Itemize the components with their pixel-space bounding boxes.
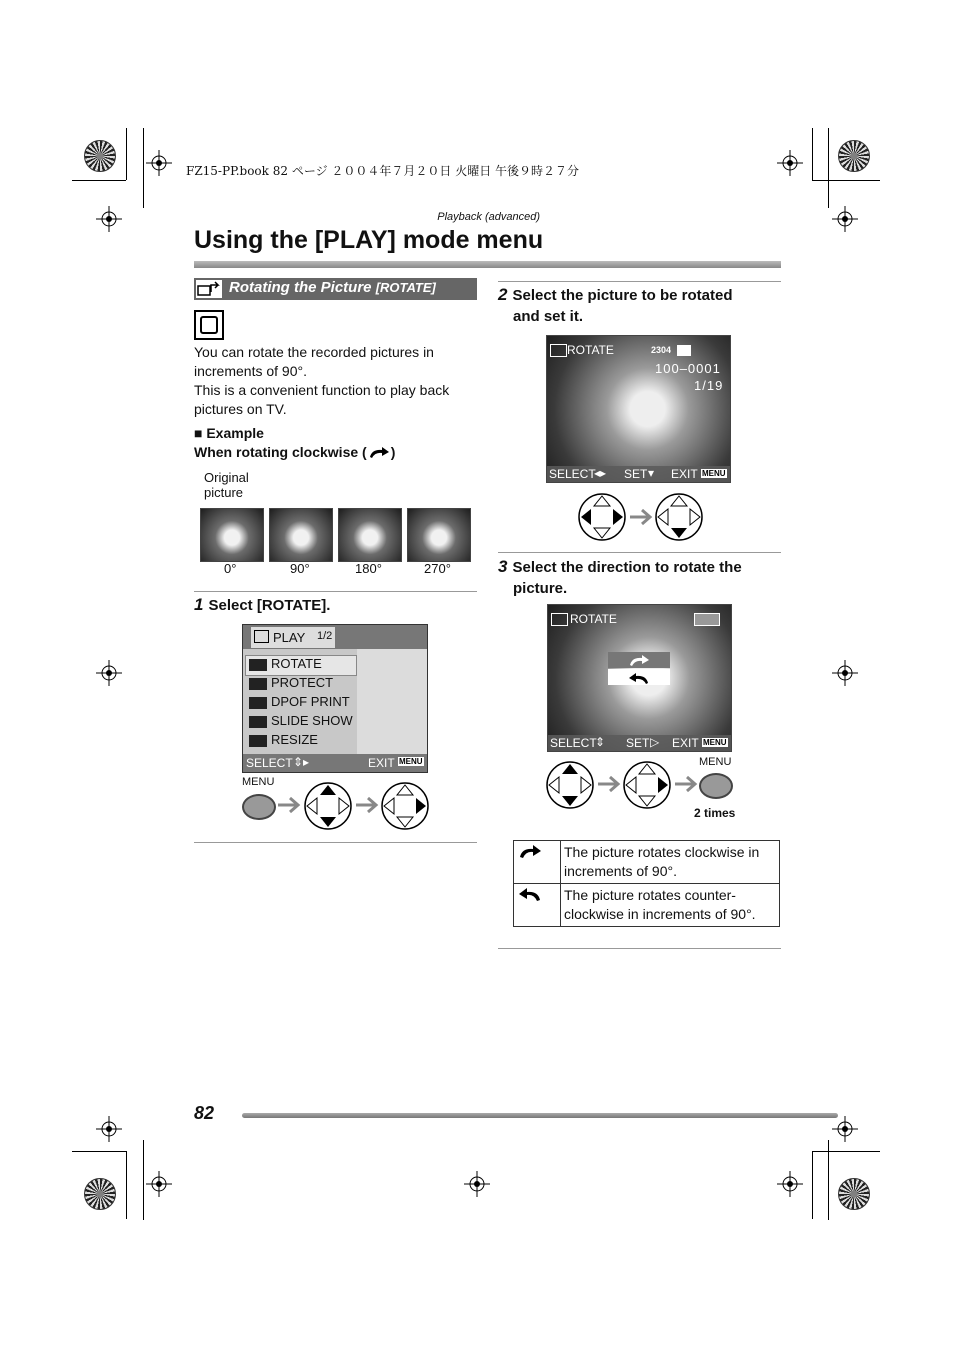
rotate-icon [550,344,567,357]
cursor-pad-icon [654,492,704,542]
arrow-right-icon [596,774,622,794]
menu-item-rotate[interactable]: ROTATE [271,656,322,671]
menu-button[interactable] [242,794,276,820]
crop-mark [812,1151,880,1152]
cursor-pad-icon [303,781,353,831]
degree-label: 90° [290,561,310,576]
battery-icon [694,613,720,626]
arrow-right-icon [276,795,302,815]
thumbnail-90deg [269,508,333,562]
arrow-right-icon [354,795,380,815]
option-rotate-clockwise[interactable] [608,652,670,668]
registration-wheel-icon [84,1178,116,1210]
rotate-icon [551,613,568,626]
crosshair-icon [777,1171,803,1197]
crosshair-icon [832,1116,858,1142]
menu-item-slide-show[interactable]: SLIDE SHOW [271,713,353,728]
footer-bar [242,1113,838,1118]
intro-text: You can rotate the recorded pictures in increments of 90°. This is a convenient function to play back pictures on TV. [194,344,450,417]
registration-wheel-icon [838,140,870,172]
registration-wheel-icon [84,140,116,172]
crosshair-icon [96,206,122,232]
crosshair-icon [96,1116,122,1142]
subheading-title: Rotating the Picture [ROTATE] [229,279,436,296]
divider [498,948,781,949]
table-row [514,841,780,884]
table-row [514,884,780,927]
arrow-right-icon [673,774,699,794]
crop-mark [143,1140,144,1220]
crop-mark [126,128,127,180]
crop-mark [143,128,144,208]
page-title: Using the [PLAY] mode menu [194,226,544,254]
crosshair-icon [96,660,122,686]
step-1: 1 Select [ROTATE]. [194,595,331,614]
crosshair-icon [832,660,858,686]
rotate-clockwise-icon [517,843,543,859]
crosshair-icon [464,1171,490,1197]
play-icon [254,630,269,643]
resize-icon [249,735,267,747]
crosshair-icon [146,1171,172,1197]
divider [194,591,477,592]
cursor-pad-icon [577,492,627,542]
dpof-print-icon [249,697,267,709]
playback-mode-icon [194,310,224,340]
quality-icon [677,345,691,356]
slide-show-icon [249,716,267,728]
print-info: FZ15-PP.book 82 ページ ２００４年７月２０日 火曜日 午後９時２７分 [186,164,580,178]
degree-label: 180° [355,561,382,576]
example-caption: When rotating clockwise ( ) [194,444,396,460]
crop-mark [828,128,829,208]
crop-mark [812,180,880,181]
press-count-label: 2 times [694,806,736,820]
example-label: ■ Example [194,425,264,441]
rotate-clockwise-icon [367,445,391,459]
camera-screen-select: ROTATE 2304 100–0001 1/19 SELECT ◂▸ SET ▾ EXIT MENU [546,335,731,483]
rotation-table [513,840,780,927]
crosshair-icon [777,150,803,176]
menu-button-label: MENU [699,756,732,768]
crop-mark [828,1140,829,1220]
table-cell: The picture rotates counter-clockwise in increments of 90°. [561,884,780,927]
crop-mark [812,128,813,180]
rotate-icon [249,659,267,671]
table-cell: The picture rotates clockwise in increments of 90°. [561,841,780,884]
menu-item-resize[interactable]: RESIZE [271,732,318,747]
key-icon [249,678,267,690]
arrow-right-icon [628,507,654,527]
rotate-menu-icon [196,280,222,298]
registration-wheel-icon [838,1178,870,1210]
section-label: Playback (advanced) [437,211,540,223]
degree-label: 0° [224,561,237,576]
menu-hint-bar: SELECT ⇕▸ EXIT MENU [243,754,427,772]
play-menu-screen [242,624,428,773]
menu-button-label: MENU [242,776,275,788]
menu-page: 1/2 [317,630,333,642]
camera-screen-direction: ROTATE SELECT ⇕ SET ▷ EXIT MENU [547,604,732,752]
crop-mark [72,1151,126,1152]
cursor-pad-icon [622,760,672,810]
page-number: 82 [194,1103,215,1123]
menu-button[interactable] [699,773,733,799]
crosshair-icon [146,150,172,176]
crop-mark [126,1151,127,1219]
divider [498,281,781,282]
crosshair-icon [832,206,858,232]
thumbnail-270deg [407,508,471,562]
degree-label: 270° [424,561,451,576]
subheading-bar [194,278,477,300]
cursor-pad-icon [545,760,595,810]
step-3: 3 Select the direction to rotate the picture. [498,557,742,597]
screen-hint-bar: SELECT ◂▸ SET ▾ EXIT MENU [547,466,730,482]
screen-hint-bar: SELECT ⇕ SET ▷ EXIT MENU [548,735,731,751]
step-2: 2 Select the picture to be rotated and set it. [498,285,733,325]
menu-item-protect[interactable]: PROTECT [271,675,334,690]
option-rotate-counterclockwise[interactable] [608,669,670,685]
thumbnail-0deg [200,508,264,562]
rotate-counterclockwise-icon [517,886,543,902]
menu-item-dpof-print[interactable]: DPOF PRINT [271,694,350,709]
divider [498,552,781,553]
thumbnail-180deg [338,508,402,562]
crop-mark [72,180,126,181]
menu-tab-play: PLAY 1/2 [251,627,335,648]
crop-mark [812,1151,813,1219]
original-picture-label: Original picture [204,470,249,500]
cursor-pad-icon [380,781,430,831]
divider [194,842,477,843]
title-underline [194,261,781,268]
